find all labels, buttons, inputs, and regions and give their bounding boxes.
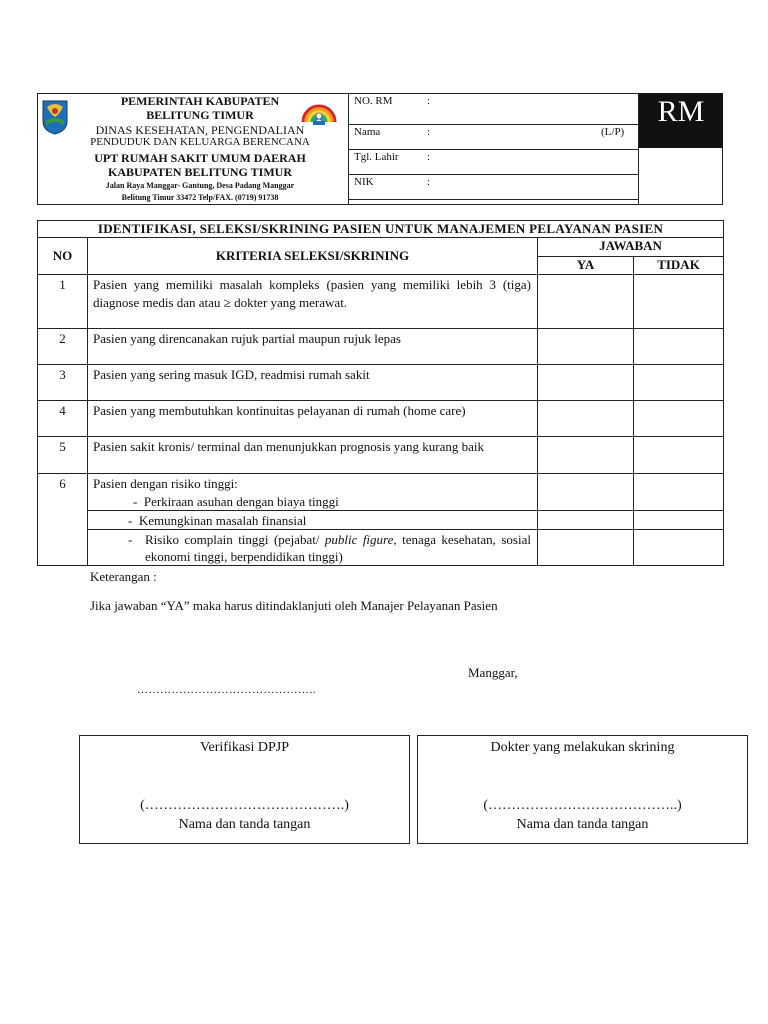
answer-no-cell[interactable] [634,365,724,401]
signing-place: Manggar, [468,665,518,680]
sub-item-text: Risiko complain tinggi (pejabat/ [145,532,320,547]
answer-yes-cell[interactable] [538,511,634,530]
org-line-2: BELITUNG TIMUR [146,108,254,122]
rm-badge-label: RM [657,95,705,128]
field-separator: : [427,176,431,188]
sub-item-text: , tenaga kesehatan, sosial ekonomi tinggi, berpendidikan tinggi) [145,532,531,564]
answer-yes-cell[interactable] [538,530,634,566]
notes-text: Jika jawaban “YA” maka harus ditindaklanjuti oleh Manajer Pelayanan Pasien [90,598,498,613]
sub-item: - Perkiraan asuhan dengan biaya tinggi [133,494,339,509]
org-line-5: UPT RUMAH SAKIT UMUM DAERAH [94,151,306,165]
answer-yes-cell[interactable] [538,329,634,365]
form-title: IDENTIFIKASI, SELEKSI/SKRINING PASIEN UNTUK MANAJEMEN PELAYANAN PASIEN [38,221,724,238]
field-gender-suffix: (L/P) [601,126,625,138]
col-header-no: NO [38,238,88,275]
col-header-answer: JAWABAN [538,238,724,257]
row-number: 2 [38,329,88,365]
signature-box-screening-doctor[interactable] [417,735,748,844]
col-header-no-answer: TIDAK [634,257,724,275]
row-number: 3 [38,365,88,401]
answer-yes-cell[interactable] [538,474,634,511]
signature-title: Dokter yang melakukan skrining [490,740,675,755]
col-header-criteria: KRITERIA SELEKSI/SKRINING [88,238,538,275]
notes-label: Keterangan : [90,569,157,584]
answer-yes-cell[interactable] [538,275,634,329]
answer-no-cell[interactable] [634,329,724,365]
field-separator: : [427,126,431,138]
table-row [38,401,724,437]
field-tgl-lahir[interactable] [349,149,638,175]
org-line-4: PENDUDUK DAN KELUARGA BERENCANA [90,136,310,148]
answer-no-cell[interactable] [634,401,724,437]
row-number: 6 [38,474,88,566]
org-address-line-2: Belitung Timur 33472 Telp/FAX. (0719) 91738 [121,193,279,202]
screening-table [37,220,724,566]
signing-date-line: ……………………………………….. [137,684,316,696]
answer-yes-cell[interactable] [538,437,634,474]
field-nama[interactable] [349,124,638,150]
table-row [38,530,724,566]
org-address-line-1: Jalan Raya Manggar- Gantung, Desa Padang Manggar [105,181,295,190]
field-label: Nama [354,126,381,138]
row-number: 4 [38,401,88,437]
rm-badge [639,93,723,148]
criteria-heading: Pasien dengan risiko tinggi: [93,476,238,491]
org-line-6: KABUPATEN BELITUNG TIMUR [107,165,293,179]
org-line-3: DINAS KESEHATAN, PENGENDALIAN [95,123,305,137]
answer-no-cell[interactable] [634,511,724,530]
sub-item-text: Kemungkinan masalah finansial [138,513,307,528]
col-header-yes: YA [538,257,634,275]
criteria-text: Pasien yang memiliki masalah kompleks (pasien yang memiliki lebih 3 (tiga) diagnose medis dan atau ≥ dokter yang merawat. [88,275,538,329]
signature-blank: (…………………………………..) [483,798,682,813]
table-row [38,511,724,530]
answer-yes-cell[interactable] [538,401,634,437]
table-row [38,437,724,474]
sub-item-italic: public figure [324,532,394,547]
sub-item: - Kemungkinan masalah finansial [88,511,538,530]
field-nik[interactable] [349,174,638,200]
field-separator: : [427,95,431,107]
patient-fields [349,93,638,204]
answer-yes-cell[interactable] [538,365,634,401]
field-separator: : [427,151,431,163]
criteria-text: Pasien yang membutuhkan kontinuitas pelayanan di rumah (home care) [88,401,538,437]
signature-blank: (…………………………………….) [140,798,349,813]
field-label: NIK [354,176,374,188]
table-row [38,329,724,365]
answer-no-cell[interactable] [634,474,724,511]
signature-caption: Nama dan tanda tangan [178,817,311,832]
answer-no-cell[interactable] [634,530,724,566]
criteria-text: Pasien yang direncanakan rujuk partial maupun rujuk lepas [88,329,538,365]
criteria-text: Pasien sakit kronis/ terminal dan menunjukkan prognosis yang kurang baik [88,437,538,474]
criteria-text: Pasien yang sering masuk IGD, readmisi rumah sakit [88,365,538,401]
org-line-1: PEMERINTAH KABUPATEN [120,94,280,108]
table-row [38,474,724,511]
field-label: Tgl. Lahir [354,151,399,163]
signature-caption: Nama dan tanda tangan [516,817,649,832]
organization-block [70,94,340,204]
criteria-text [88,474,538,511]
field-label: NO. RM [354,95,393,107]
answer-no-cell[interactable] [634,275,724,329]
row-number: 1 [38,275,88,329]
sub-item-text: Perkiraan asuhan dengan biaya tinggi [143,494,339,509]
table-row [38,275,724,329]
answer-no-cell[interactable] [634,437,724,474]
row-number: 5 [38,437,88,474]
header-bottom-line [37,204,723,205]
signature-title: Verifikasi DPJP [199,740,290,755]
signature-box-dpjp[interactable] [79,735,410,844]
sub-item: - Risiko complain tinggi (pejabat/ public figure, tenaga kesehatan, sosial ekonomi tinggi, berpendidikan tinggi) [88,530,538,566]
table-row [38,365,724,401]
field-no-rm[interactable] [349,93,638,125]
